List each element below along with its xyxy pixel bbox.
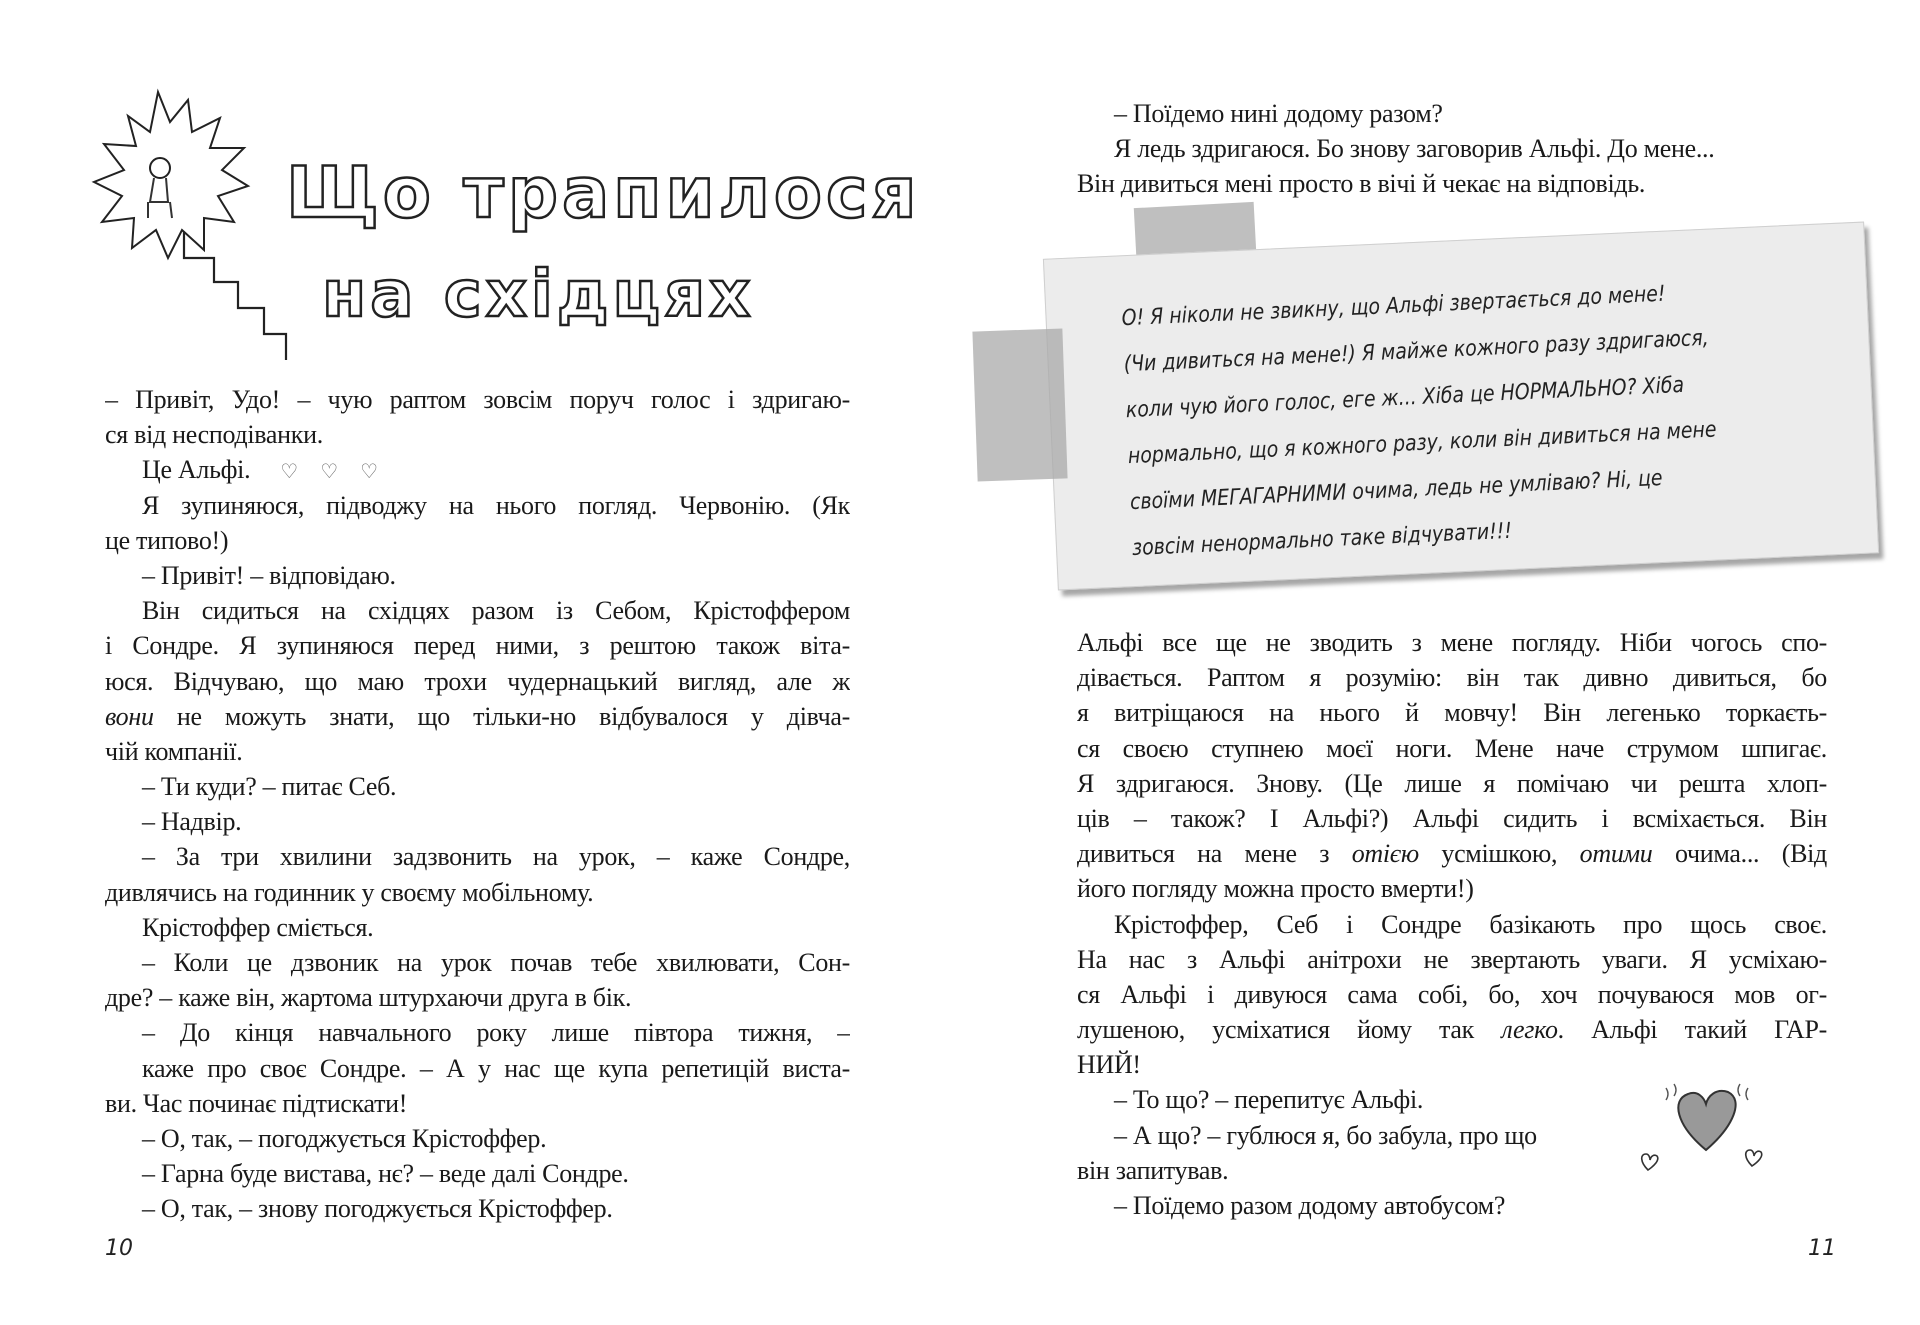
note-line: своїми МЕГАГАРНИМИ очима, ледь не умліваю? Ні, це <box>1129 465 1664 516</box>
text-line <box>105 664 850 699</box>
text-line <box>1077 131 1827 166</box>
line-text: дівається. Раптом я розумію: він так дивно дивиться, бо <box>1077 663 1827 693</box>
line-text: каже про своє Сондре. – А у нас ще купа репетицій вистa- <box>142 1053 850 1083</box>
text-line <box>1077 1188 1827 1223</box>
italic-text: легко <box>1501 1015 1558 1045</box>
text-line <box>105 1156 850 1191</box>
text-line <box>105 1051 850 1086</box>
line-text: чій компанії. <box>105 736 243 766</box>
text-segment: не можуть знати, що тільки-но відбувалося у дівча- <box>153 701 850 731</box>
text-line <box>1077 695 1827 730</box>
text-line <box>1077 731 1827 766</box>
tape-strip-side <box>972 328 1067 481</box>
line-text: – Привіт! – відповідаю. <box>142 560 396 590</box>
text-line <box>1077 625 1827 660</box>
text-line <box>1077 801 1827 836</box>
text-line <box>1077 907 1827 942</box>
text-line <box>105 734 850 769</box>
line-text: Він сидиться на східцях разом із Себом, Крістоффером <box>142 596 850 626</box>
text-line <box>105 488 850 523</box>
note-line: зовсім ненормально таке відчувати!!! <box>1131 518 1513 562</box>
sticky-note <box>1043 222 1879 591</box>
text-segment: лушеною, усміхатися йому так <box>1077 1015 1502 1045</box>
line-text: дивлячись на годинник у своєму мобільному. <box>105 877 594 907</box>
line-text: його погляду можна просто вмерти!) <box>1077 874 1474 904</box>
text-line <box>105 769 850 804</box>
line-text: НИЙ! <box>1077 1050 1141 1080</box>
line-text: – То що? – перепитує Альфі. <box>1114 1085 1424 1115</box>
hearts-doodle-icon <box>1636 1070 1776 1190</box>
line-text: і Сондре. Я зупиняюся перед ними, з рештою також віта- <box>105 631 850 661</box>
text-segment: усмішкою, <box>1418 839 1580 869</box>
text-line <box>105 1086 850 1121</box>
note-text <box>1121 269 1726 572</box>
text-line <box>105 910 850 945</box>
text-line <box>1077 96 1827 131</box>
text-line <box>105 839 850 874</box>
page-number-left: 10 <box>105 1236 133 1261</box>
chapter-title-line2: на східцях <box>322 258 755 332</box>
line-text: Я здригаюся. Знову. (Це лише я помічаю чи решта хлоп- <box>1077 768 1827 798</box>
text-line <box>105 382 850 417</box>
note-line: (Чи дивиться на мене!) Я майже кожного разу здригаюся, <box>1123 325 1710 378</box>
text-line <box>105 699 850 734</box>
line-text: це типово!) <box>105 525 229 555</box>
text-line <box>1077 166 1827 201</box>
line-text: Я ледь здригаюся. Бо знову заговорив Альфі. До мене... <box>1114 134 1715 164</box>
text-segment: очима... (Від <box>1652 839 1827 869</box>
text-line <box>1077 871 1827 906</box>
line-text: – Привіт, Удо! – чую раптом зовсім поруч голос і здригаю- <box>105 385 850 414</box>
note-line: нормально, що я кожного разу, коли він дивиться на мене <box>1127 417 1718 470</box>
text-line <box>1077 766 1827 801</box>
line-text: я витріщаюся на нього й мовчу! Він легенько торкаєть- <box>1077 698 1827 728</box>
line-text: Альфі все ще не зводить з мене погляду. Ніби чогось спо- <box>1077 628 1827 657</box>
right-top-text <box>1077 96 1827 202</box>
line-text: – Ти куди? – питає Себ. <box>142 772 397 802</box>
line-text: – За три хвилини задзвонить на урок, – каже Сондре, <box>142 842 850 872</box>
note-line: коли чую його голос, еге ж... Хіба це НОРМАЛЬНО? Хіба <box>1125 372 1685 424</box>
text-line <box>105 558 850 593</box>
line-text: ся від несподіванки. <box>105 420 323 450</box>
line-text: – Надвір. <box>142 807 242 837</box>
italic-text: вони <box>105 701 154 731</box>
text-line <box>105 452 850 487</box>
line-text: – Гарна буде вистава, нє? – веде далі Сондре. <box>142 1159 629 1189</box>
text-line <box>105 804 850 839</box>
chapter-title-line1: Що трапилося <box>286 152 921 234</box>
text-line <box>105 593 850 628</box>
line-text: – Поїдемо разом додому автобусом? <box>1114 1191 1506 1220</box>
line-text: ся Альфі і дивуюся сама собі, бо, хоч почуваюся мов ог- <box>1077 979 1827 1009</box>
line-text: ців – також? І Альфі?) Альфі сидить і всміхається. Він <box>1077 803 1827 833</box>
italic-text: отією <box>1351 839 1419 869</box>
line-text: – О, так, – знову погоджується Крістоффер. <box>142 1194 613 1224</box>
line-text: – О, так, – погоджується Крістоффер. <box>142 1123 547 1153</box>
line-text: ви. Час починає підтискати! <box>105 1088 408 1118</box>
italic-text: отими <box>1579 839 1653 869</box>
text-line <box>1077 1012 1827 1047</box>
line-text: Він дивиться мені просто в вічі й чекає на відповідь. <box>1077 169 1646 199</box>
text-line <box>105 628 850 663</box>
text-line <box>105 1015 850 1050</box>
line-text: він запитував. <box>1077 1155 1229 1185</box>
line-text: – До кінця навчального року лише півтора тижня, – <box>142 1018 850 1048</box>
line-text: Це Альфі. <box>142 455 251 485</box>
note-line: О! Я ніколи не звикну, що Альфі звертається до мене! <box>1121 281 1667 332</box>
line-text: ся своєю ступнею моєї ноги. Мене наче струмом шпигає. <box>1077 733 1827 763</box>
page-number-right: 11 <box>1808 1236 1836 1261</box>
line-text: юся. Відчуваю, що маю трохи чудернацький вигляд, але ж <box>105 666 850 696</box>
line-text: – Поїдемо нині додому разом? <box>1114 99 1443 128</box>
text-segment: . Альфі такий ГАР- <box>1557 1015 1827 1045</box>
right-page <box>960 0 1920 1325</box>
line-text: – А що? – гублюся я, бо забула, про що <box>1114 1120 1537 1150</box>
line-text: Крістоффер, Себ і Сондре базікають про щось своє. <box>1114 909 1827 939</box>
line-text: На нас з Альфі анітрохи не звертають уваги. Я усміхаю- <box>1077 944 1827 974</box>
text-line <box>105 417 850 452</box>
text-line <box>1077 942 1827 977</box>
line-text: дре? – каже він, жартома штурхаючи друга в бік. <box>105 983 632 1013</box>
left-body-text <box>105 382 850 1227</box>
text-line <box>1077 977 1827 1012</box>
text-line <box>1077 836 1827 871</box>
line-text: Крістоффер сміється. <box>142 912 374 942</box>
text-line <box>105 945 850 980</box>
sun-stairs-illustration <box>88 82 298 362</box>
text-line <box>105 1191 850 1226</box>
text-segment: дивиться на мене з <box>1077 839 1352 869</box>
line-text: – Коли це дзвоник на урок почав тебе хвилювати, Сон- <box>142 948 850 977</box>
text-line <box>1077 660 1827 695</box>
hearts-icon: ♡♡♡ <box>280 459 401 484</box>
line-text: Я зупиняюся, підводжу на нього погляд. Червонію. (Як <box>142 490 850 520</box>
text-line <box>105 875 850 910</box>
text-line <box>105 1121 850 1156</box>
text-line <box>105 523 850 558</box>
text-line <box>105 980 850 1015</box>
